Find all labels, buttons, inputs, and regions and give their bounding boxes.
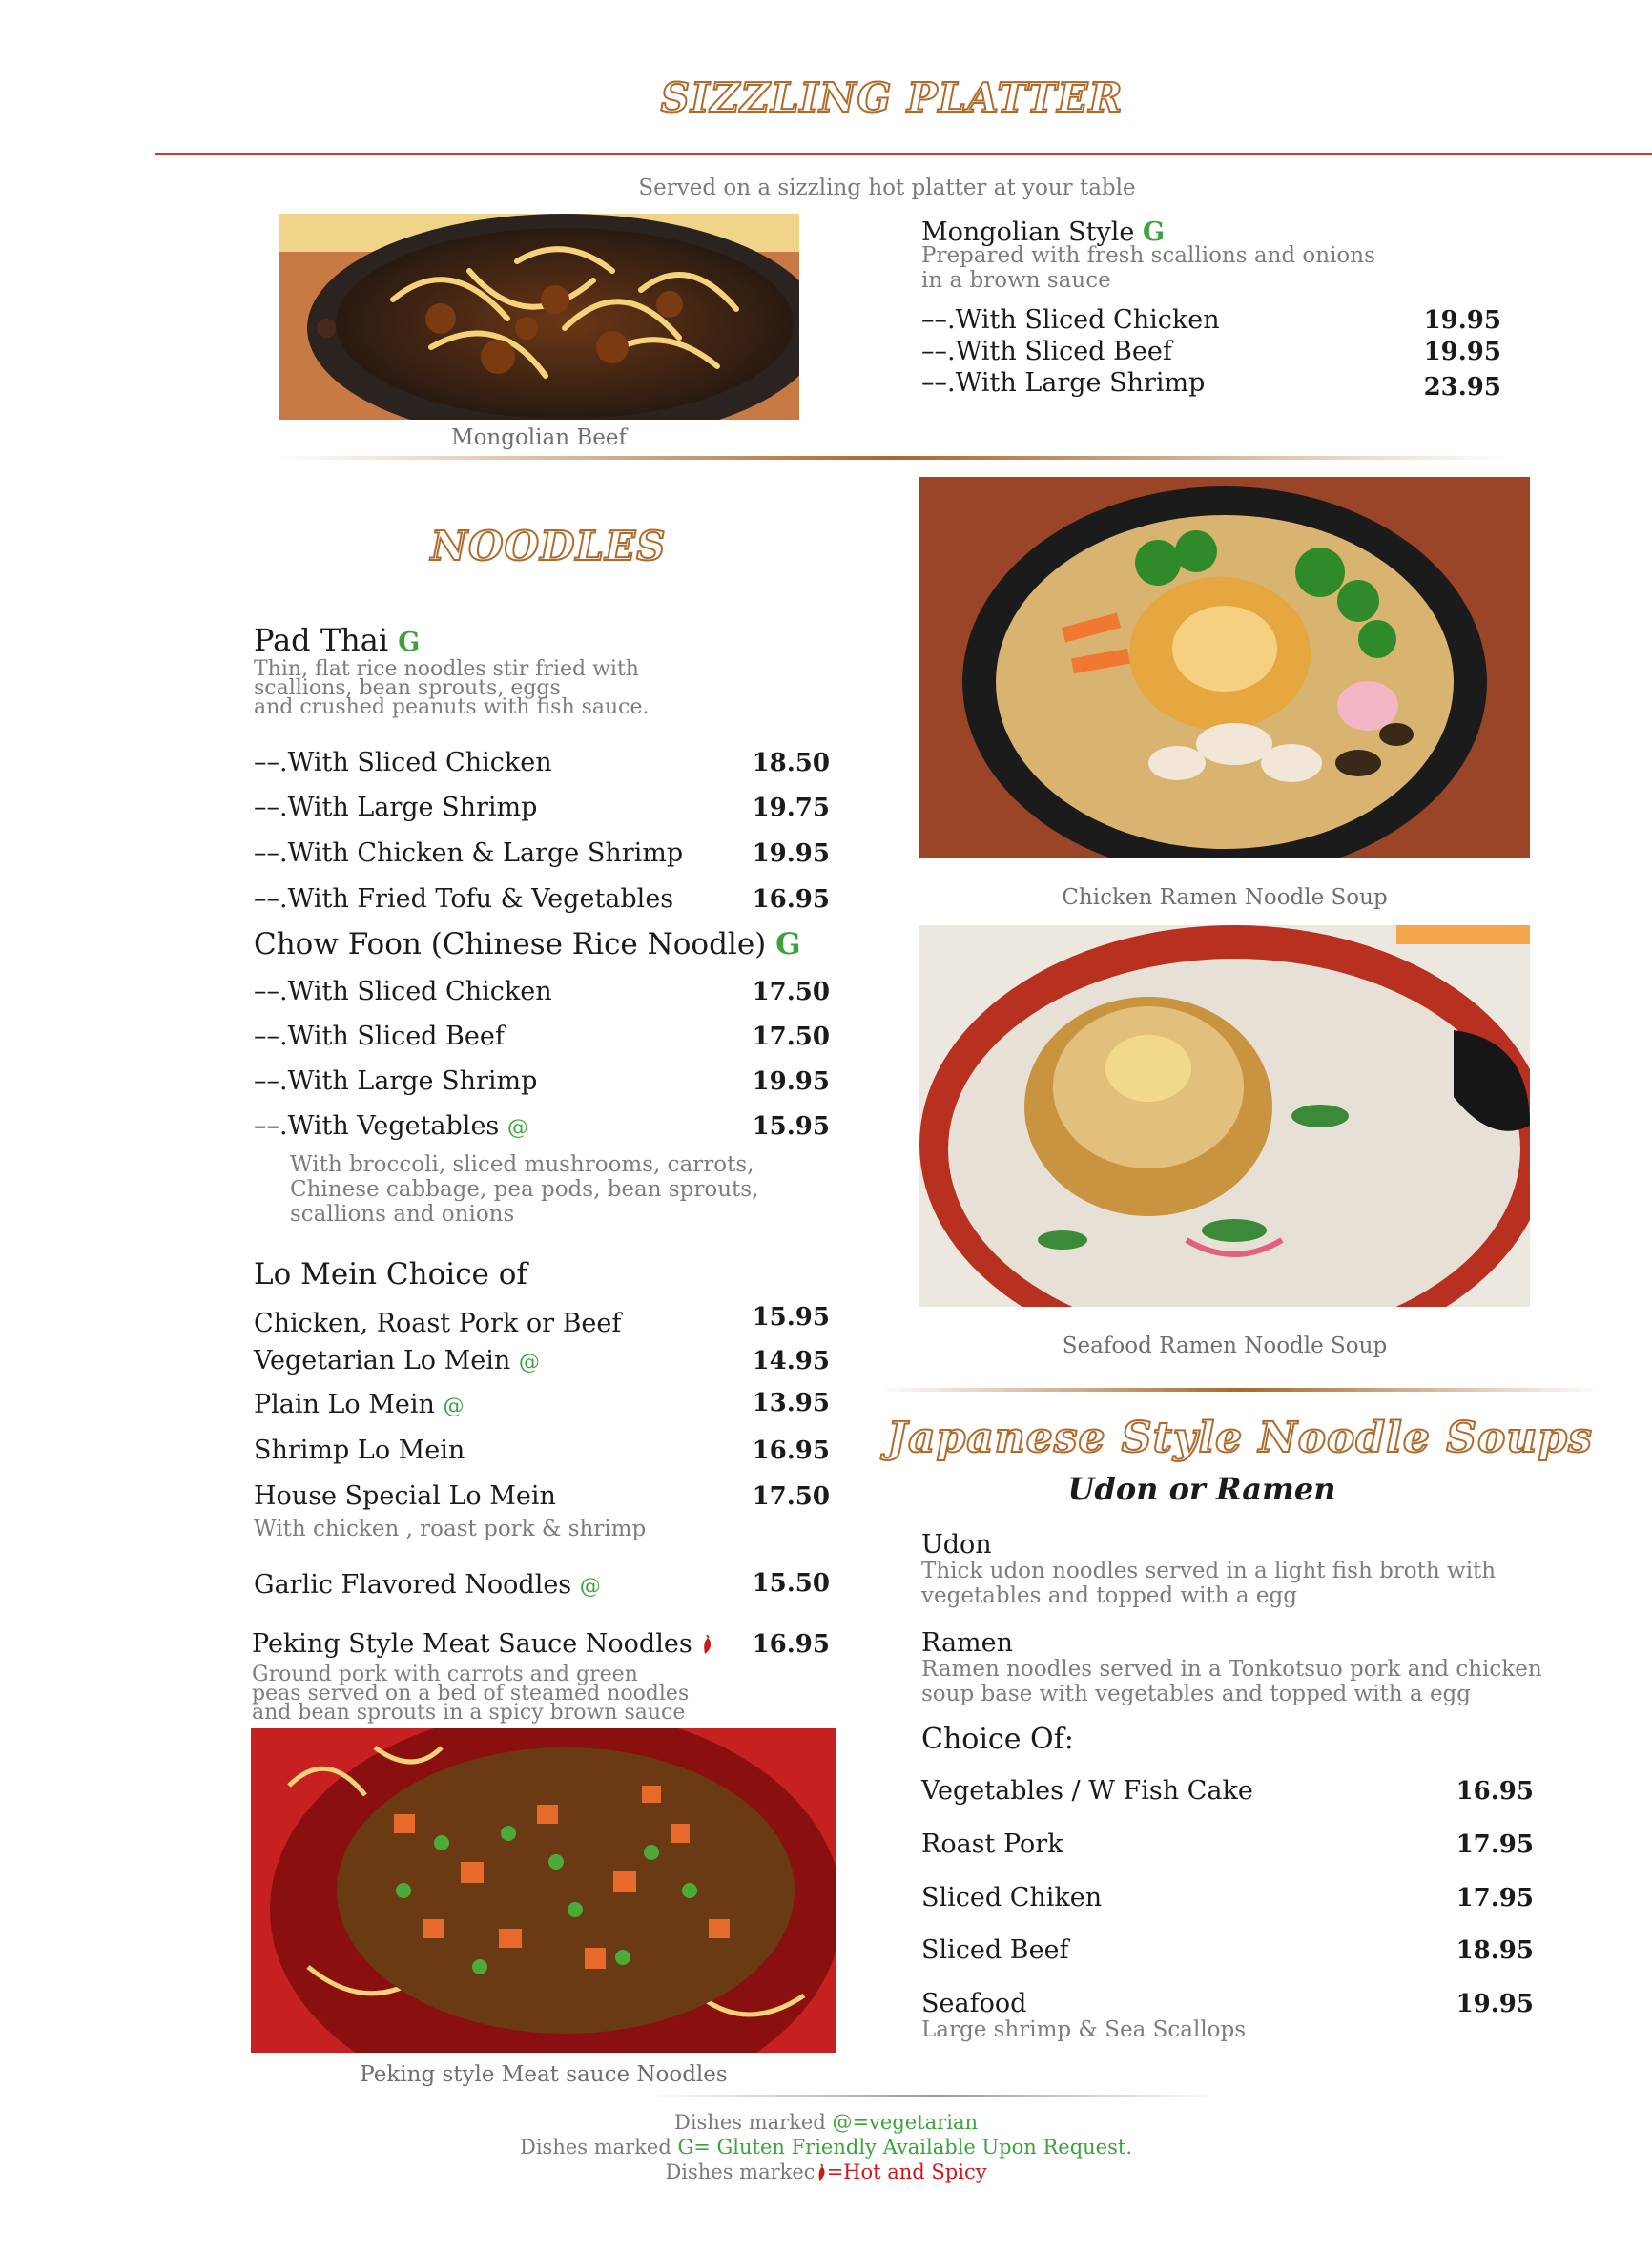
chow-foon-option-price: 17.50 <box>752 978 830 1006</box>
pad-thai-option-label: ––.With Sliced Chicken <box>254 748 552 777</box>
choice-label: Sliced Chiken <box>921 1883 1103 1912</box>
chow-foon-option-label: ––.With Large Shrimp <box>254 1066 538 1096</box>
chow-foon-veg-desc-3: scallions and onions <box>290 1202 515 1227</box>
vegetarian-tag: @ <box>518 1351 540 1375</box>
peking-heading <box>252 1629 713 1659</box>
chow-foon-option-price: 15.95 <box>752 1112 830 1141</box>
mongolian-option-label: ––.With Sliced Chicken <box>921 305 1220 335</box>
chow-foon-option-label: ––.With Sliced Beef <box>254 1022 505 1051</box>
mongolian-option-price: 19.95 <box>1423 306 1501 335</box>
seafood-desc: Large shrimp & Sea Scallops <box>921 2017 1247 2042</box>
peking-noodles-caption: Peking style Meat sauce Noodles <box>360 2062 728 2087</box>
chow-foon-option-price: 17.50 <box>752 1023 830 1051</box>
section-divider <box>878 1388 1602 1392</box>
lo-mein-item-label: Vegetarian Lo Mein <box>254 1346 511 1375</box>
chow-foon-veg-desc-2: Chinese cabbage, pea pods, bean sprouts, <box>290 1177 759 1202</box>
seafood-ramen-photo <box>919 925 1530 1307</box>
lo-mein-item-label: Chicken, Roast Pork or Beef <box>254 1309 622 1338</box>
pad-thai-option-label: ––.With Chicken & Large Shrimp <box>254 838 684 868</box>
lo-mein-item-label: Plain Lo Mein <box>254 1390 435 1419</box>
choice-label: Roast Pork <box>921 1829 1063 1859</box>
lo-mein-item-veg <box>254 1346 540 1375</box>
legend-gf-key: G= Gluten Friendly Available Upon Request. <box>677 2136 1132 2159</box>
lo-mein-item-label: Shrimp Lo Mein <box>254 1436 465 1465</box>
mongolian-style-desc-2: in a brown sauce <box>921 268 1111 293</box>
legend-spicy-key: =Hot and Spicy <box>826 2160 987 2183</box>
chow-foon-option-veg <box>254 1111 528 1141</box>
legend-veg-prefix: Dishes marked <box>673 2111 833 2134</box>
legend-divider <box>649 2095 1221 2097</box>
lo-mein-item-price: 15.95 <box>752 1303 830 1332</box>
ramen-desc-1: Ramen noodles served in a Tonkotsuo pork and chicken <box>921 1657 1542 1682</box>
vegetarian-tag: @ <box>506 1116 528 1140</box>
chow-foon-option-label: ––.With Vegetables <box>254 1111 500 1141</box>
mongolian-style-desc-1: Prepared with fresh scallions and onions <box>921 243 1375 268</box>
ramen-desc-2: soup base with vegetables and topped with a egg <box>921 1682 1471 1706</box>
legend-vegetarian <box>0 2110 1652 2135</box>
vegetarian-tag: @ <box>579 1575 601 1599</box>
legend-spicy-prefix: Dishes markec <box>665 2160 816 2183</box>
section-divider <box>279 456 1509 460</box>
mongolian-option-label: ––.With Large Shrimp <box>921 368 1206 398</box>
vegetarian-tag: @ <box>443 1395 465 1418</box>
lo-mein-item-price: 13.95 <box>752 1389 830 1417</box>
pad-thai-option-price: 16.95 <box>752 885 830 914</box>
choice-price: 17.95 <box>1456 1830 1534 1859</box>
choice-price: 19.95 <box>1456 1990 1534 2018</box>
lo-mein-item-label: House Special Lo Mein <box>254 1481 556 1511</box>
peking-noodles-photo <box>251 1728 836 2053</box>
choice-label: Vegetables / W Fish Cake <box>921 1776 1253 1806</box>
sizzling-title: SIZZLING PLATTER <box>660 74 1124 121</box>
chow-foon-option-label: ––.With Sliced Chicken <box>254 977 552 1006</box>
legend-spicy <box>0 2160 1652 2184</box>
mongolian-beef-caption: Mongolian Beef <box>451 425 627 450</box>
choice-price: 16.95 <box>1456 1777 1534 1806</box>
chow-foon-veg-desc-1: With broccoli, sliced mushrooms, carrots, <box>290 1152 754 1177</box>
pad-thai-name: Pad Thai <box>254 622 389 658</box>
pad-thai-desc-1: Thin, flat rice noodles stir fried with <box>254 657 639 681</box>
peking-desc-3: and bean sprouts in a spicy brown sauce <box>252 1701 686 1725</box>
peking-name: Peking Style Meat Sauce Noodles <box>252 1629 692 1659</box>
choice-price: 17.95 <box>1456 1884 1534 1912</box>
mongolian-option-price: 19.95 <box>1423 338 1501 366</box>
gluten-friendly-tag: G <box>1142 217 1166 247</box>
udon-name: Udon <box>921 1530 992 1560</box>
choice-label: Sliced Beef <box>921 1935 1069 1965</box>
japanese-subtitle: Udon or Ramen <box>1067 1471 1336 1507</box>
legend <box>0 2110 1652 2184</box>
peking-price: 16.95 <box>752 1630 830 1659</box>
udon-desc-2: vegetables and topped with a egg <box>921 1583 1297 1608</box>
chow-foon-name: Chow Foon (Chinese Rice Noodle) <box>254 927 767 961</box>
pad-thai-option-label: ––.With Fried Tofu & Vegetables <box>254 884 674 914</box>
mongolian-style-name: Mongolian Style <box>921 217 1135 247</box>
legend-gf-prefix: Dishes marked <box>519 2136 678 2159</box>
pad-thai-desc-3: and crushed peanuts with fish sauce. <box>254 695 650 719</box>
choice-price: 18.95 <box>1456 1936 1534 1965</box>
chili-pepper-icon <box>816 2163 827 2181</box>
peking-desc-1: Ground pork with carrots and green <box>252 1663 638 1686</box>
garlic-noodles-price: 15.50 <box>752 1569 830 1598</box>
choice-heading: Choice Of: <box>921 1723 1074 1756</box>
pad-thai-option-label: ––.With Large Shrimp <box>254 793 538 822</box>
legend-gluten <box>0 2135 1652 2160</box>
chicken-ramen-photo <box>919 477 1530 858</box>
japanese-title: Japanese Style Noodle Soups <box>887 1414 1593 1462</box>
mongolian-beef-photo <box>279 214 799 420</box>
garlic-noodles-label: Garlic Flavored Noodles <box>254 1570 572 1600</box>
lo-mein-item-price: 14.95 <box>752 1347 830 1375</box>
chili-pepper-icon <box>700 1634 713 1655</box>
sizzling-subtitle: Served on a sizzling hot platter at your table <box>638 176 1136 200</box>
legend-veg-key: @=vegetarian <box>832 2111 978 2134</box>
noodles-title: NOODLES <box>430 523 667 569</box>
gluten-friendly-tag: G <box>775 927 801 961</box>
ramen-name: Ramen <box>921 1628 1014 1658</box>
chicken-ramen-caption: Chicken Ramen Noodle Soup <box>1062 885 1388 910</box>
peking-desc-2: peas served on a bed of steamed noodles <box>252 1682 690 1705</box>
pad-thai-option-price: 18.50 <box>752 749 830 777</box>
chow-foon-option-price: 19.95 <box>752 1067 830 1096</box>
chow-foon-heading <box>254 927 801 961</box>
lo-mein-item-veg <box>254 1390 465 1419</box>
house-special-desc: With chicken , roast pork & shrimp <box>254 1517 647 1541</box>
gluten-friendly-tag: G <box>398 628 421 657</box>
choice-label: Seafood <box>921 1989 1027 2018</box>
pad-thai-heading <box>254 622 420 658</box>
pad-thai-option-price: 19.95 <box>752 839 830 868</box>
udon-desc-1: Thick udon noodles served in a light fish broth with <box>921 1559 1497 1583</box>
lo-mein-heading: Lo Mein Choice of <box>254 1257 527 1292</box>
sizzling-red-rule <box>155 153 1652 155</box>
seafood-ramen-caption: Seafood Ramen Noodle Soup <box>1062 1333 1388 1358</box>
mongolian-option-label: ––.With Sliced Beef <box>921 337 1172 366</box>
lo-mein-item-price: 17.50 <box>752 1482 830 1511</box>
mongolian-option-price: 23.95 <box>1423 373 1501 402</box>
garlic-noodles <box>254 1570 601 1600</box>
lo-mein-item-price: 16.95 <box>752 1437 830 1465</box>
pad-thai-desc-2: scallions, bean sprouts, eggs <box>254 676 561 700</box>
pad-thai-option-price: 19.75 <box>752 794 830 822</box>
